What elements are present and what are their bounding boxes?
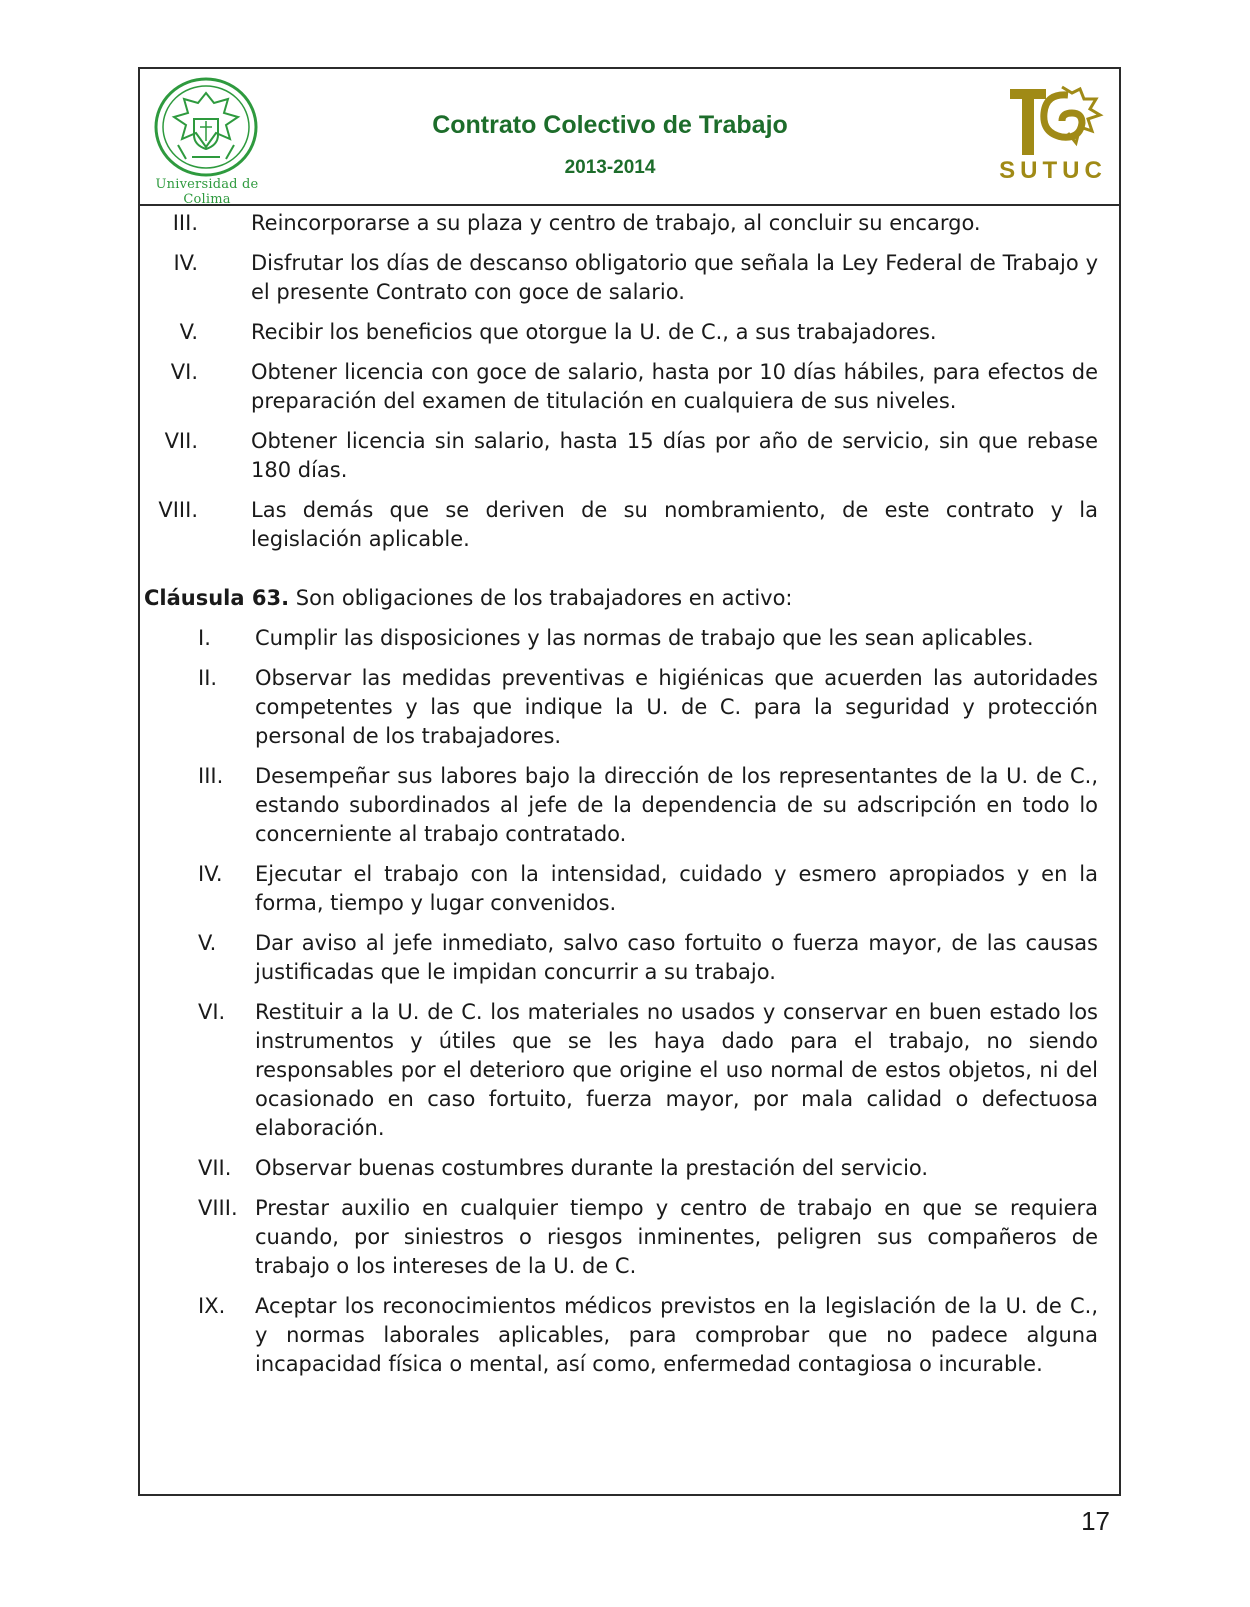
item-number: VII. bbox=[164, 429, 198, 453]
item-text: Observar buenas costumbres durante la prestación del servicio. bbox=[255, 1156, 929, 1180]
list-item bbox=[140, 998, 1119, 1143]
item-number: VIII. bbox=[198, 1196, 238, 1220]
list-item bbox=[140, 318, 1119, 347]
clause-heading bbox=[144, 584, 1098, 613]
item-text: Las demás que se deriven de su nombramiento, de este contrato y la legislación aplicable. bbox=[251, 498, 1098, 551]
item-number: VII. bbox=[198, 1156, 232, 1180]
item-number: IV. bbox=[173, 251, 198, 275]
item-number: I. bbox=[198, 626, 211, 650]
list-item bbox=[140, 249, 1119, 307]
list-item bbox=[140, 929, 1119, 987]
list-item bbox=[140, 1154, 1119, 1183]
item-number: II. bbox=[198, 666, 218, 690]
list-item bbox=[140, 860, 1119, 918]
item-number: V. bbox=[179, 320, 198, 344]
obligations-list bbox=[140, 624, 1119, 1379]
item-text: Restituir a la U. de C. los materiales no usados y conservar en buen estado los instrumentos y útiles que se les haya dado para el trabajo, no siendo responsables por el deterioro que origine el uso normal de estos objetos, ni del ocasionado en caso fortuito, fuerza mayor, por mala calidad o defectuosa elaboración. bbox=[255, 1000, 1098, 1140]
document-title: Contrato Colectivo de Trabajo bbox=[432, 111, 788, 139]
list-item bbox=[140, 624, 1119, 653]
item-text: Observar las medidas preventivas e higiénicas que acuerden las autoridades competentes y las que indique la U. de C. para la seguridad y protección personal de los trabajadores. bbox=[255, 666, 1098, 748]
list-item bbox=[140, 664, 1119, 751]
list-item bbox=[140, 762, 1119, 849]
union-name: SUTUC bbox=[999, 157, 1107, 184]
item-text: Recibir los beneficios que otorgue la U. de C., a sus trabajadores. bbox=[251, 320, 937, 344]
item-text: Disfrutar los días de descanso obligatorio que señala la Ley Federal de Trabajo y el presente Contrato con goce de salario. bbox=[251, 251, 1098, 304]
item-text: Obtener licencia sin salario, hasta 15 días por año de servicio, sin que rebase 180 días. bbox=[251, 429, 1098, 482]
clause-label: Cláusula 63. bbox=[144, 586, 290, 610]
item-text: Desempeñar sus labores bajo la dirección de los representantes de la U. de C., estando subordinados al jefe de la dependencia de su adscripción en todo lo concerniente al trabajo contratado. bbox=[255, 764, 1098, 846]
clause-text: Son obligaciones de los trabajadores en activo: bbox=[289, 586, 793, 610]
item-text: Ejecutar el trabajo con la intensidad, cuidado y esmero apropiados y en la forma, tiempo y lugar convenidos. bbox=[255, 862, 1098, 915]
item-text: Reincorporarse a su plaza y centro de trabajo, al concluir su encargo. bbox=[251, 211, 981, 235]
document-body bbox=[140, 209, 1119, 1390]
item-text: Obtener licencia con goce de salario, hasta por 10 días hábiles, para efectos de preparación del examen de titulación en cualquiera de sus niveles. bbox=[251, 360, 1098, 413]
page-number: 17 bbox=[1081, 1506, 1110, 1536]
item-number: V. bbox=[198, 931, 217, 955]
item-text: Cumplir las disposiciones y las normas de trabajo que les sean aplicables. bbox=[255, 626, 1034, 650]
document-frame bbox=[138, 67, 1121, 1496]
item-number: IV. bbox=[198, 862, 223, 886]
list-item bbox=[140, 358, 1119, 416]
item-text: Aceptar los reconocimientos médicos previstos en la legislación de la U. de C., y normas laborales aplicables, para comprobar que no padece alguna incapacidad física o mental, así como, enfermedad contagiosa o incurable. bbox=[255, 1294, 1098, 1376]
list-item bbox=[140, 1292, 1119, 1379]
item-text: Dar aviso al jefe inmediato, salvo caso fortuito o fuerza mayor, de las causas justificadas que le impidan concurrir a su trabajo. bbox=[255, 931, 1098, 984]
item-number: III. bbox=[198, 764, 224, 788]
item-number: VI. bbox=[170, 360, 198, 384]
item-number: III. bbox=[172, 211, 198, 235]
item-number: IX. bbox=[198, 1294, 226, 1318]
document-header bbox=[140, 69, 1119, 206]
list-item bbox=[140, 496, 1119, 554]
sutuc-emblem-icon bbox=[1000, 81, 1110, 161]
university-name: Universidad de Colima bbox=[155, 177, 259, 207]
item-number: VIII. bbox=[158, 498, 198, 522]
item-number: VI. bbox=[198, 1000, 226, 1024]
list-item bbox=[140, 1194, 1119, 1281]
list-item bbox=[140, 209, 1119, 238]
item-text: Prestar auxilio en cualquier tiempo y centro de trabajo en que se requiera cuando, por siniestros o riesgos inminentes, peligren sus compañeros de trabajo o los intereses de la U. de C. bbox=[255, 1196, 1098, 1278]
rights-list bbox=[140, 209, 1119, 554]
document-years: 2013-2014 bbox=[564, 157, 656, 178]
list-item bbox=[140, 427, 1119, 485]
